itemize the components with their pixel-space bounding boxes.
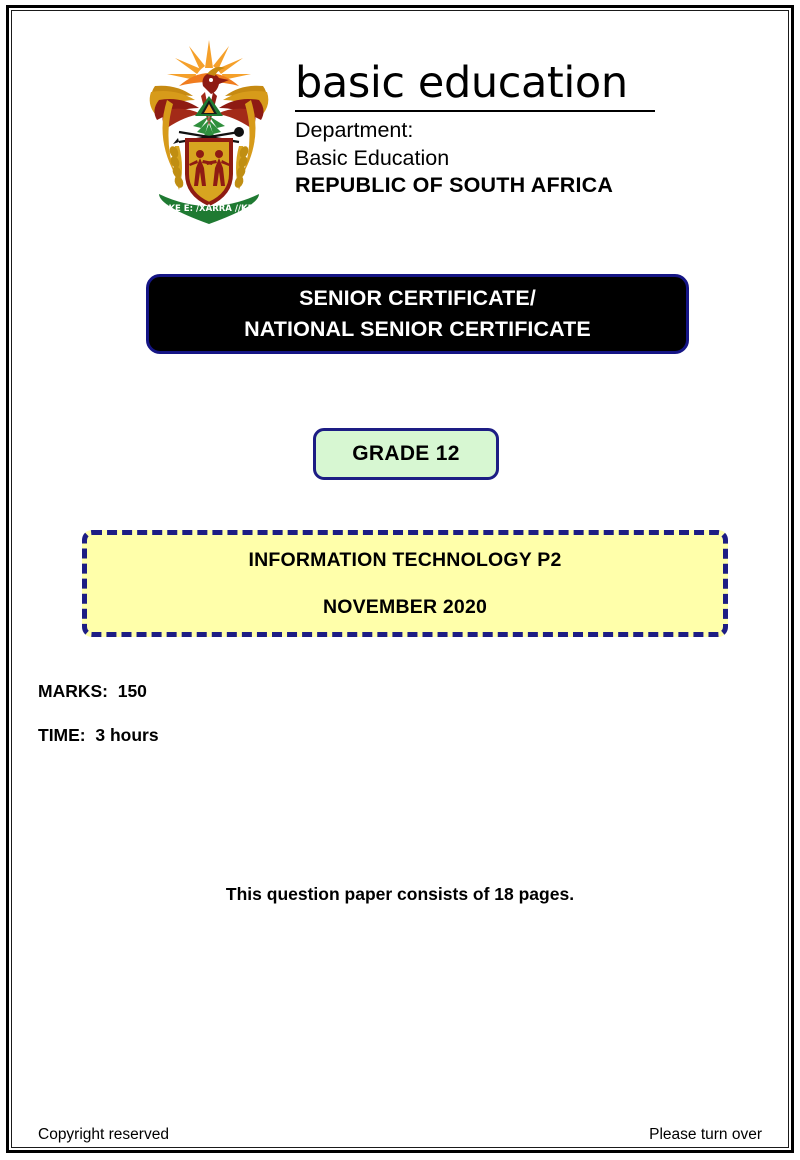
footer-copyright: Copyright reserved [38,1126,169,1143]
marks-row: MARKS: 150 [38,681,147,701]
certificate-banner-line2: NATIONAL SENIOR CERTIFICATE [244,317,591,341]
certificate-banner-line1: SENIOR CERTIFICATE/ [299,286,536,311]
coat-of-arms-icon [145,34,273,224]
certificate-banner [146,274,689,354]
country-name: REPUBLIC OF SOUTH AFRICA [295,173,614,198]
subject-date: NOVEMBER 2020 [322,595,488,618]
masthead-text-block [295,34,655,200]
department-name: Basic Education [295,145,450,170]
masthead [0,34,800,224]
department-label: Department: [295,117,414,142]
brand-underline [295,110,655,112]
time-row: TIME: 3 hours [38,725,159,745]
grade-label: GRADE 12 [352,442,460,465]
pages-note: This question paper consists of 18 pages. [225,884,575,904]
page-footer [38,1126,762,1144]
footer-turn-over: Please turn over [649,1126,762,1143]
coat-of-arms-motto: !KE E: /XARRA //KE [164,204,254,214]
subject-title: INFORMATION TECHNOLOGY P2 [248,548,562,571]
exam-meta-block [38,681,159,769]
brand-title: basic education [295,58,628,108]
grade-box [313,428,499,480]
subject-box [82,530,728,637]
